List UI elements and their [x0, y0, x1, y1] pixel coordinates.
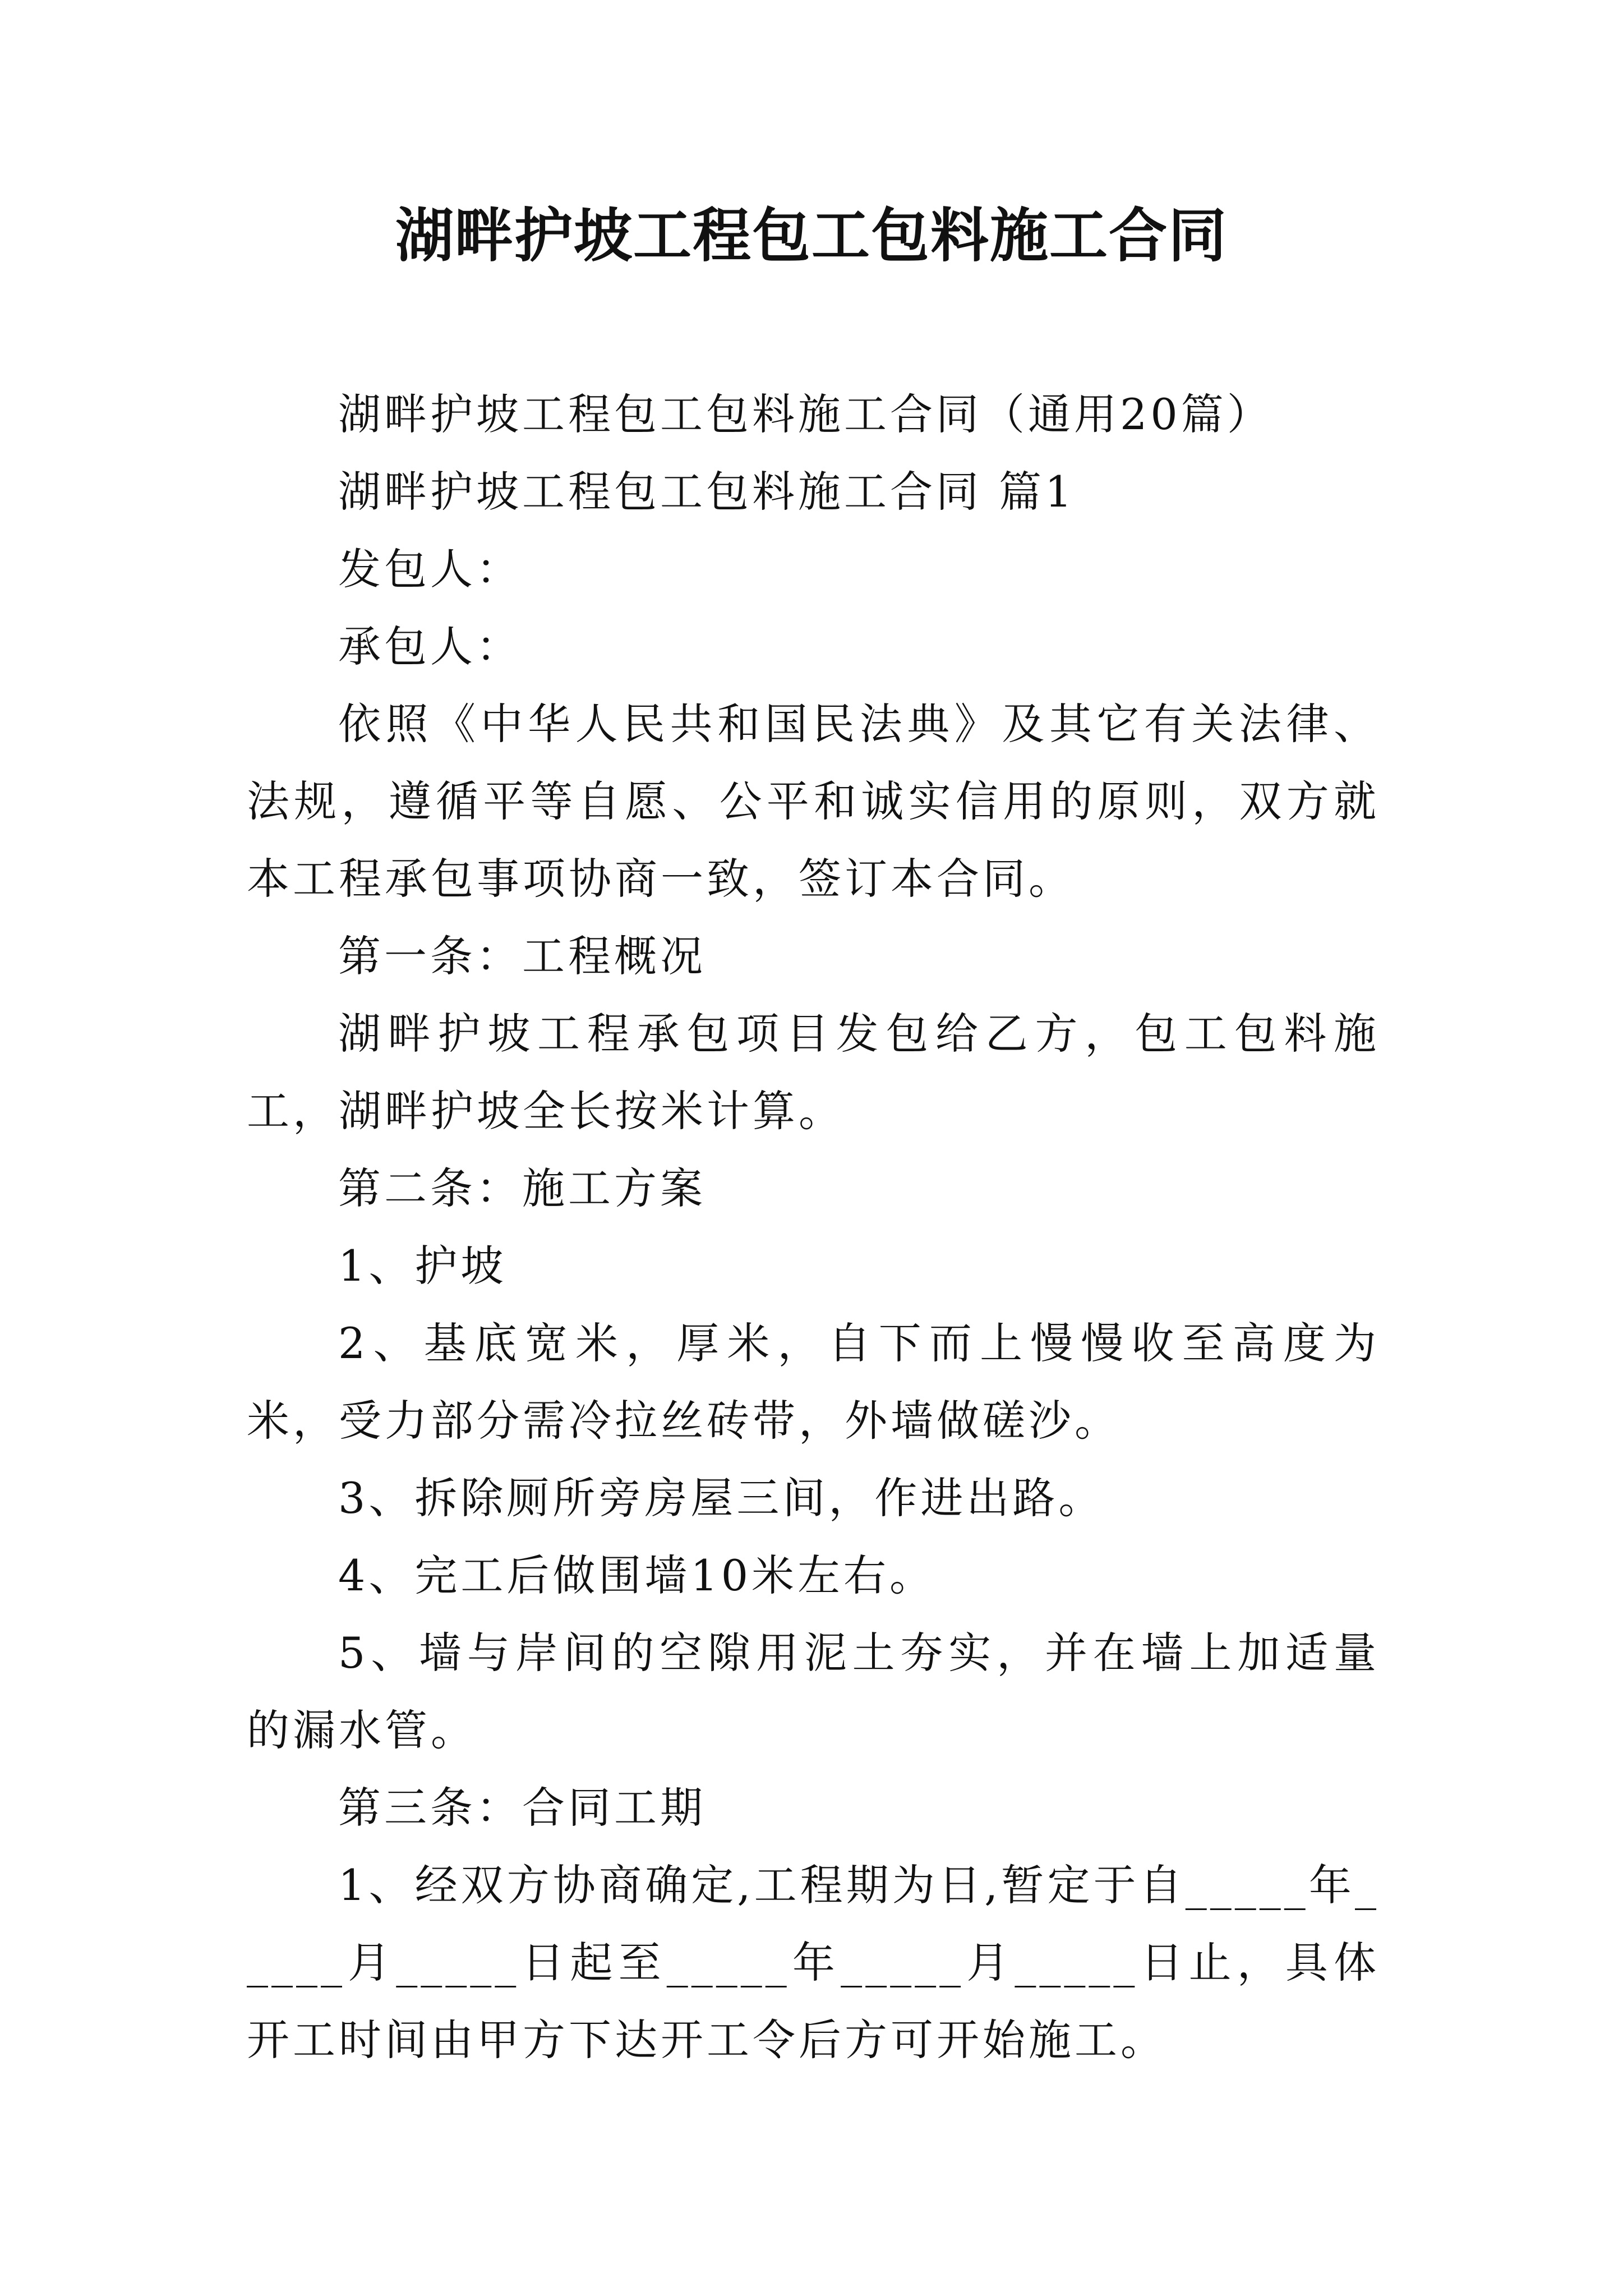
paragraph-article-3-heading: 第三条：合同工期 [338, 1783, 706, 1833]
paragraph-item-4: 4、完工后做围墙10米左右。 [338, 1550, 936, 1600]
paragraph-item-1: 1、护坡 [338, 1241, 507, 1291]
paragraph-item-2: 2、基底宽米，厚米，自下而上慢慢收至高度为米，受力部分需冷拉丝砖带，外墙做磋沙。 [247, 1318, 1380, 1446]
paragraph-contractor: 承包人： [338, 622, 522, 671]
paragraph-article-2-heading: 第二条：施工方案 [338, 1163, 706, 1213]
document-title: 湖畔护坡工程包工包料施工合同 [395, 201, 1228, 270]
paragraph-article-3-item-1: 1、经双方协商确定,工程期为日,暂定于自_____年_____月_____日起至_____年_____月_____日止，具体开工时间由甲方下达开工令后方可开始施工。 [247, 1860, 1380, 2065]
paragraph-employer: 发包人： [338, 544, 522, 594]
paragraph-preamble: 依照《中华人民共和国民法典》及其它有关法律、法规，遵循平等自愿、公平和诚实信用的原则，双方就本工程承包事项协商一致，签订本合同。 [247, 699, 1380, 904]
paragraph-subtitle: 湖畔护坡工程包工包料施工合同（通用20篇） [338, 389, 1273, 439]
paragraph-article-1-body: 湖畔护坡工程承包项目发包给乙方，包工包料施工，湖畔护坡全长按米计算。 [247, 1009, 1380, 1136]
paragraph-article-1-heading: 第一条：工程概况 [338, 931, 706, 981]
paragraph-section-heading: 湖畔护坡工程包工包料施工合同 篇1 [338, 467, 1076, 517]
document-body [247, 376, 1380, 2079]
paragraph-item-3: 3、拆除厕所旁房屋三间，作进出路。 [338, 1473, 1105, 1523]
paragraph-item-5: 5、墙与岸间的空隙用泥土夯实，并在墙上加适量的漏水管。 [247, 1628, 1380, 1755]
